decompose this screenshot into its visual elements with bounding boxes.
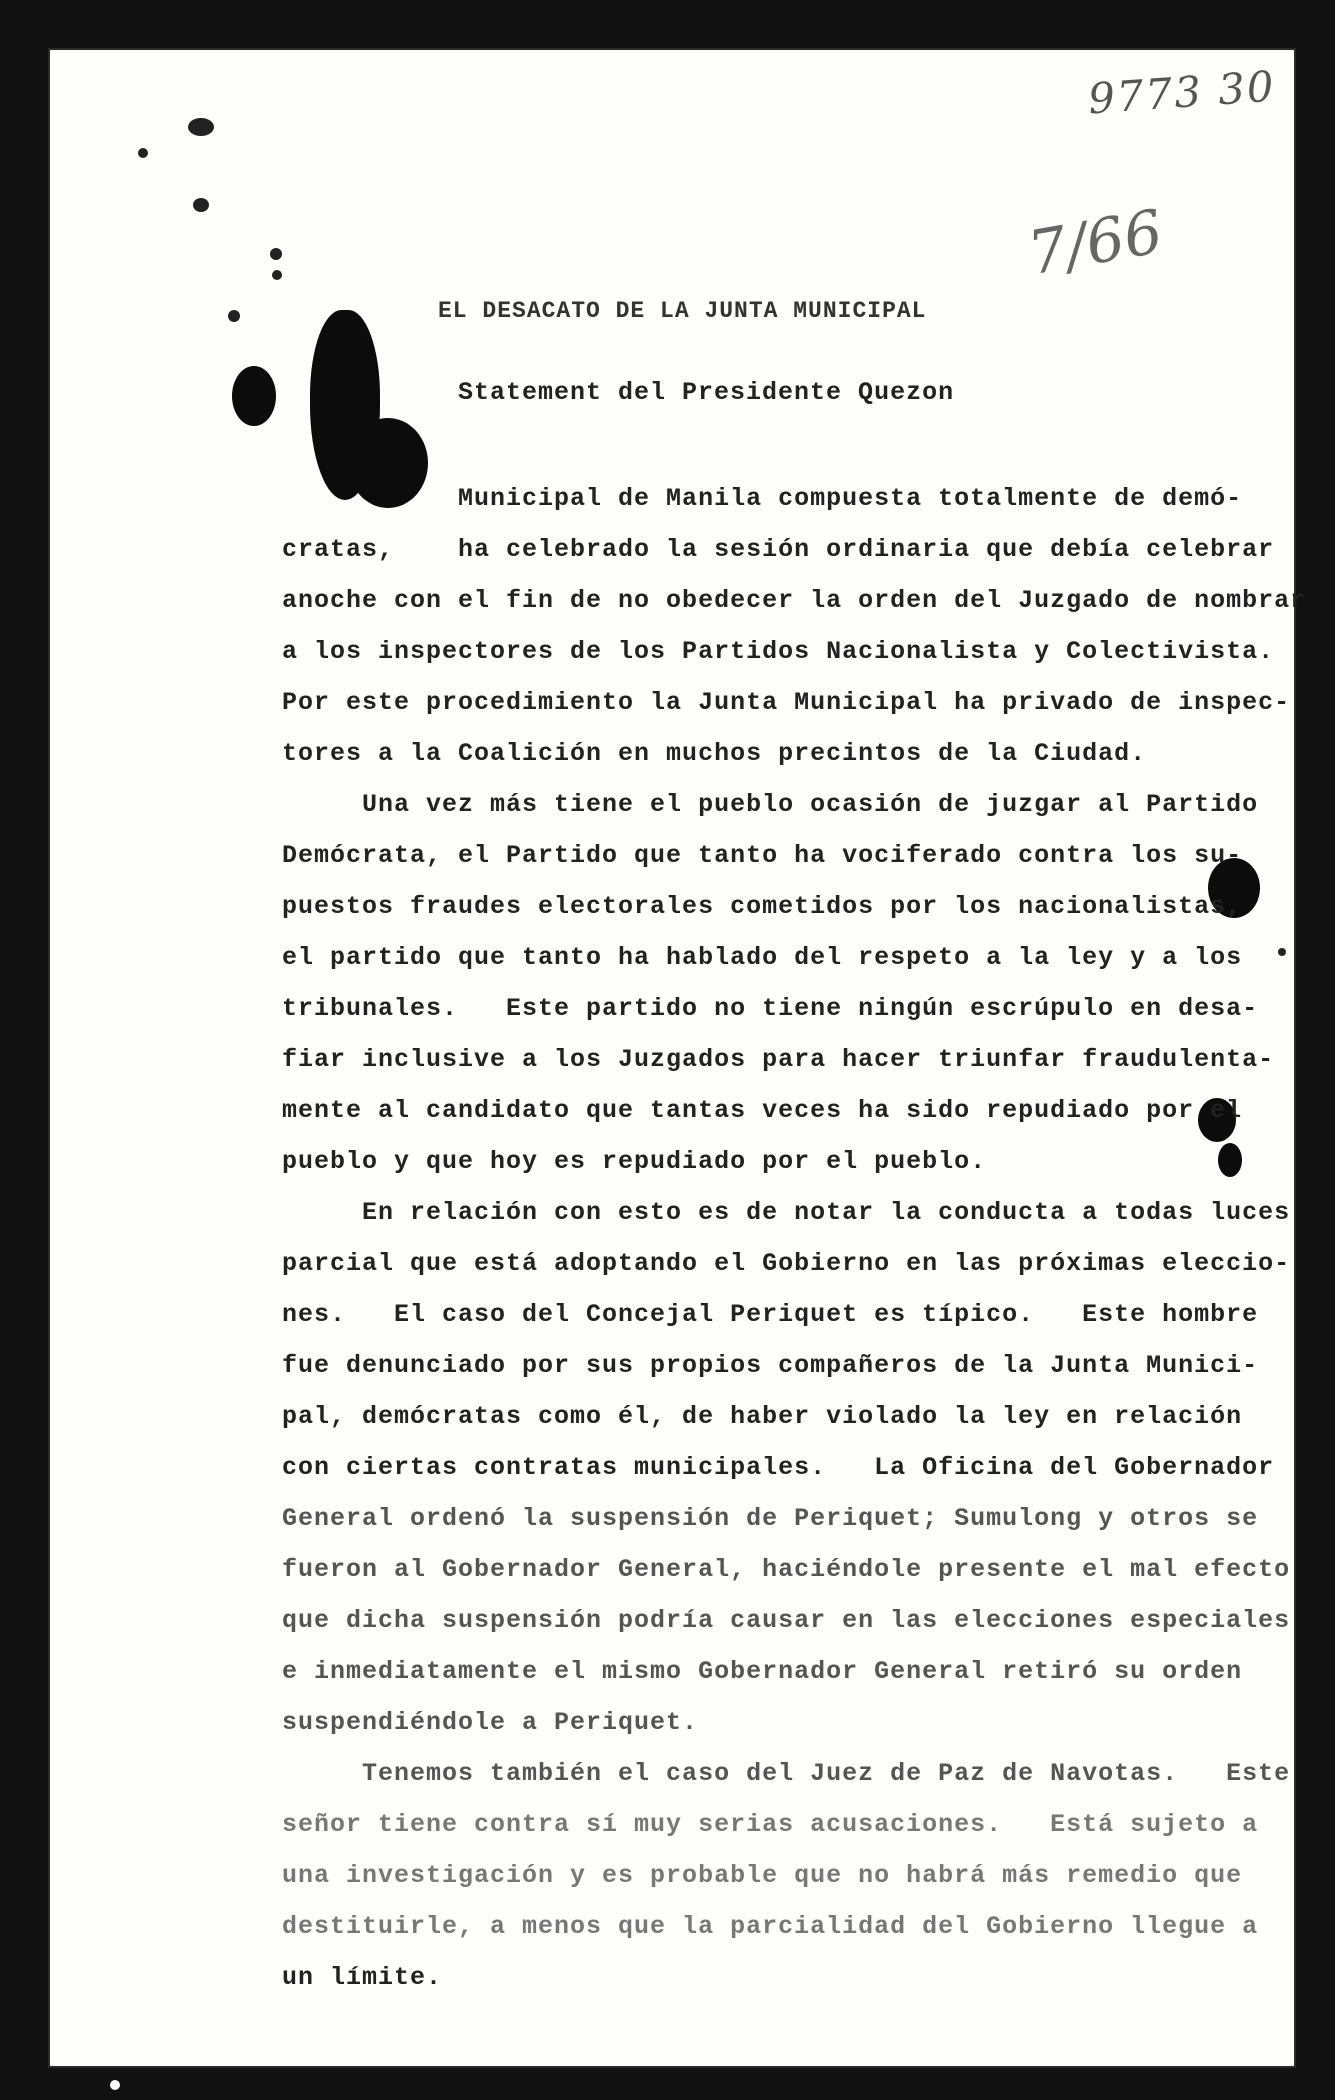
text-line: pueblo y que hoy es repudiado por el pueblo. [282,1147,987,1176]
text-line: tores a la Coalición en muchos precintos de la Ciudad. [282,739,1147,768]
text-line: mente al candidato que tantas veces ha sido repudiado por el [282,1096,1243,1125]
text-line: nes. El caso del Concejal Periquet es típico. Este hombre [282,1300,1259,1329]
paragraph-1 [282,473,1307,779]
speck [270,248,282,260]
paragraph-3 [282,1187,1291,1748]
text-line: Por este procedimiento la Junta Municipal ha privado de inspec- [282,688,1291,717]
text-line: con ciertas contratas municipales. La Oficina del Gobernador [282,1453,1275,1482]
text-line: destituirle, a menos que la parcialidad del Gobierno llegue a [282,1912,1259,1941]
text-line: e inmediatamente el mismo Gobernador General retiró su orden [282,1657,1243,1686]
text-line: un límite. [282,1963,443,1992]
document-page [48,48,1307,2068]
text-line: Municipal de Manila compuesta totalmente de demó- [282,484,1243,513]
text-line: tribunales. Este partido no tiene ningún escrúpulo en desa- [282,994,1259,1023]
archive-number: 9773 30 [1086,61,1278,124]
document-title: EL DESACATO DE LA JUNTA MUNICIPAL [438,298,927,324]
text-line: señor tiene contra sí muy serias acusaciones. Está sujeto a [282,1810,1259,1839]
text-line: Tenemos también el caso del Juez de Paz de Navotas. Este [282,1759,1291,1788]
text-line: suspendiéndole a Periquet. [282,1708,699,1737]
text-line: parcial que está adoptando el Gobierno en las próximas eleccio- [282,1249,1291,1278]
text-line: cratas, ha celebrado la sesión ordinaria que debía celebrar [282,535,1275,564]
speck [1278,948,1286,956]
speck [272,270,282,280]
handwritten-mark: 7/66 [1022,196,1168,290]
text-line: Una vez más tiene el pueblo ocasión de juzgar al Partido [282,790,1259,819]
text-line: fiar inclusive a los Juzgados para hacer triunfar fraudulenta- [282,1045,1275,1074]
text-line: fue denunciado por sus propios compañeros de la Junta Munici- [282,1351,1259,1380]
text-line: En relación con esto es de notar la conducta a todas luces [282,1198,1291,1227]
text-line: puestos fraudes electorales cometidos por los nacionalistas, [282,892,1243,921]
document-subtitle: Statement del Presidente Quezon [458,378,955,407]
speck [193,198,209,212]
speck [138,148,148,158]
text-line: Demócrata, el Partido que tanto ha vociferado contra los su- [282,841,1243,870]
speck [188,118,214,136]
document-body [282,473,1307,2003]
paragraph-2 [282,779,1275,1187]
text-line: anoche con el fin de no obedecer la orden del Juzgado de nombrar [282,586,1307,615]
ink-blot-left [232,366,276,426]
speck [228,310,240,322]
text-line: que dicha suspensión podría causar en las elecciones especiales [282,1606,1291,1635]
text-line: el partido que tanto ha hablado del respeto a la ley y a los [282,943,1243,972]
scan-mark [110,2080,120,2090]
text-line: a los inspectores de los Partidos Nacionalista y Colectivista. [282,637,1275,666]
text-line: General ordenó la suspensión de Periquet; Sumulong y otros se [282,1504,1259,1533]
text-line: fueron al Gobernador General, haciéndole presente el mal efecto [282,1555,1291,1584]
paragraph-4 [282,1748,1291,2003]
text-line: una investigación y es probable que no habrá más remedio que [282,1861,1243,1890]
text-line: pal, demócratas como él, de haber violado la ley en relación [282,1402,1243,1431]
